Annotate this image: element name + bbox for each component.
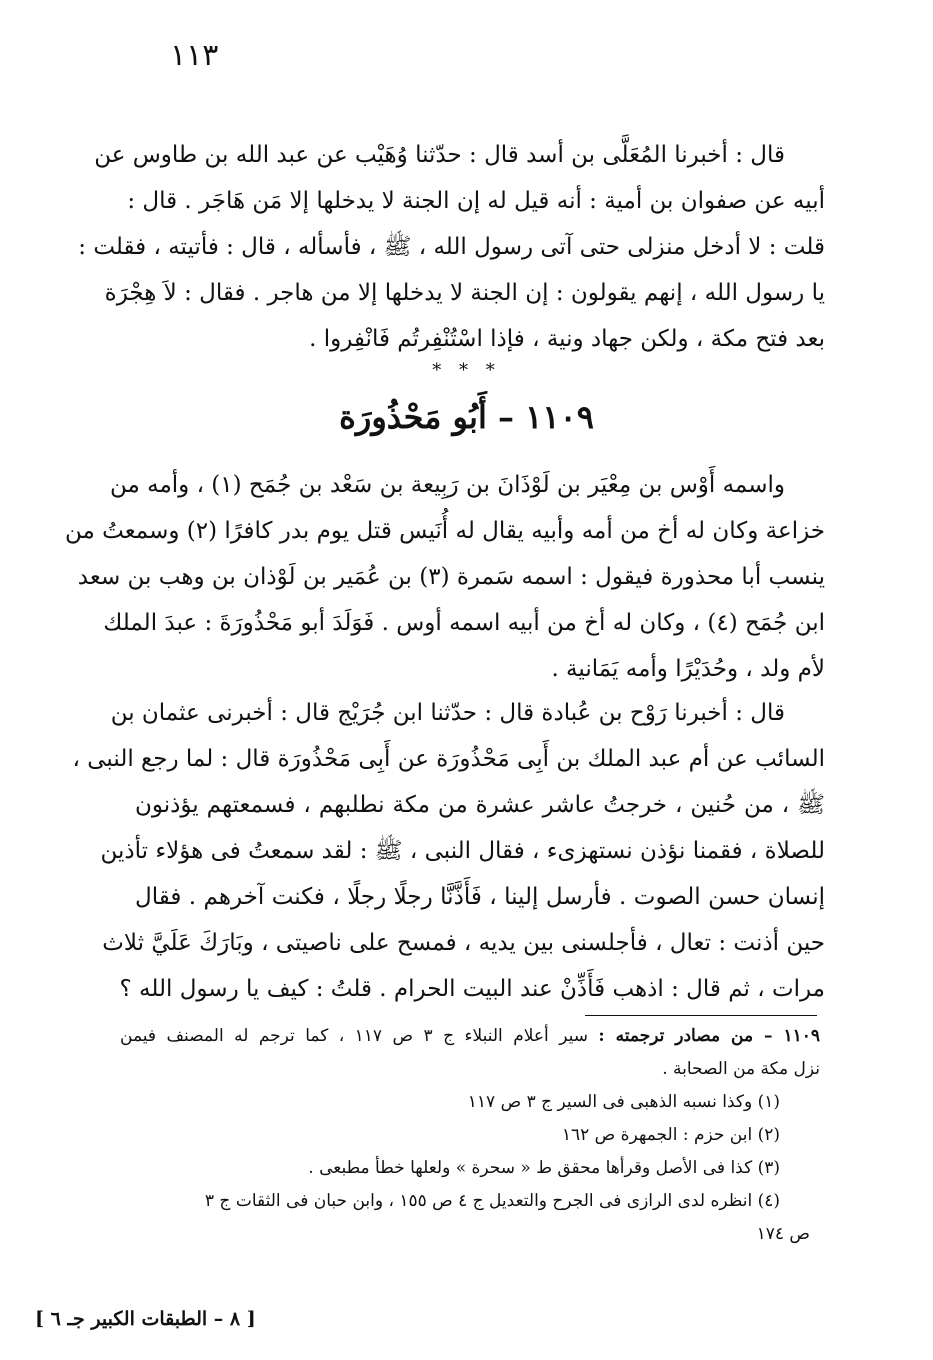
footnote-source-text: سير أعلام النبلاء ج ٣ ص ١١٧ ، كما ترجم له المصنف فيمن [120,1026,588,1046]
signature-mark: [ ٨ – الطبقات الكبير جـ ٦ ] [35,1308,256,1330]
text-line: يا رسول الله ، إنهم يقولون : إن الجنة لا يدخلها إلا من هاجر . فقال : لاَ هِجْرَة [104,280,825,306]
section-separator: * * * [432,360,501,381]
text-line: أبيه عن صفوان بن أمية : أنه قيل له إن الجنة لا يدخلها إلا مَن هَاجَر . قال : [127,188,825,214]
text-line: إنسان حسن الصوت . فأرسل إلينا ، فَأَذَّنَّا رجلًا رجلًا ، فكنت آخرهم . فقال [135,884,825,910]
footnote-divider [585,1015,817,1016]
text-line: ينسب أبا محذورة فيقول : اسمه سَمرة (٣) بن عُمَير بن لَوْذان بن وهب بن سعد [77,564,825,590]
text-line: السائب عن أم عبد الملك بن أَبِى مَحْذُورَة عن أَبِى مَحْذُورَة قال : لما رجع النبى ، [72,746,825,772]
text-line: ﷺ ، من حُنين ، خرجتُ عاشر عشرة من مكة نطلبهم ، فسمعتهم يؤذنون [135,792,825,818]
text-line: خزاعة وكان له أخ من أمه وأبيه يقال له أُنَيس قتل يوم بدر كافرًا (٢) وسمعتُ من [64,518,825,544]
footnote-1: (١) وكذا نسبه الذهبى فى السير ج ٣ ص ١١٧ [467,1092,780,1112]
entry-heading: ١١٠٩ – أَبُو مَحْذُورَة [339,398,594,436]
footnote-3: (٣) كذا فى الأصل وقرأها محقق ط « سحرة » ولعلها خطأ مطبعى . [308,1158,780,1178]
text-line: للصلاة ، فقمنا نؤذن نستهزىء ، فقال النبى ، ﷺ : لقد سمعتُ فى هؤلاء تأذين [100,838,825,864]
text-line: قال : أخبرنا رَوْح بن عُبادة قال : حدّثنا ابن جُرَيْج قال : أخبرنى عثمان بن [110,700,785,726]
footnote-source-label: ١١٠٩ – من مصادر ترجمته : [598,1026,820,1046]
paragraph-1 [78,132,825,362]
text-line: واسمه أَوْس بن مِعْيَر بن لَوْذَانَ بن رَبِيعة بن سَعْد بن جُمَح (١) ، وأمه من [109,472,785,498]
text-line: قلت : لا أدخل منزلى حتى آتى رسول الله ، ﷺ ، فأسأله ، قال : فأتيته ، فقلت : [78,234,825,260]
page-number: ١١٣ [170,38,219,73]
footnote-2: (٢) ابن حزم : الجمهرة ص ١٦٢ [561,1125,780,1145]
footnote-source-cont: نزل مكة من الصحابة . [662,1059,820,1079]
text-line: قال : أخبرنا المُعَلَّى بن أسد قال : حدّثنا وُهَيْب عن عبد الله بن طاوس عن [94,142,785,168]
footnote-4-cont: ص ١٧٤ [756,1224,810,1244]
footnote-source [120,1020,820,1053]
text-line: مرات ، ثم قال : اذهب فَأَذِّنْ عند البيت الحرام . قلتُ : كيف يا رسول الله ؟ [119,976,825,1002]
text-line: بعد فتح مكة ، ولكن جهاد ونية ، فإذا اسْتُنْفِرتُم فَانْفِروا . [309,326,825,352]
text-line: لأم ولد ، وحُدَيْرًا وأمه يَمَانية . [551,656,825,682]
paragraph-3 [72,690,825,1012]
footnotes [120,1020,820,1251]
paragraph-2 [64,462,825,692]
text-line: ابن جُمَح (٤) ، وكان له أخ من أبيه اسمه أوس . فَوَلَدَ أبو مَحْذُورَةَ : عبدَ الملك [103,610,825,636]
footnote-4: (٤) انظره لدى الرازى فى الجرح والتعديل ج ٤ ص ١٥٥ ، وابن حبان فى الثقات ج ٣ [204,1191,780,1211]
text-line: حين أذنت : تعال ، فأجلسنى بين يديه ، فمسح على ناصيتى ، وبَارَكَ عَلَيَّ ثلاث [102,930,825,956]
